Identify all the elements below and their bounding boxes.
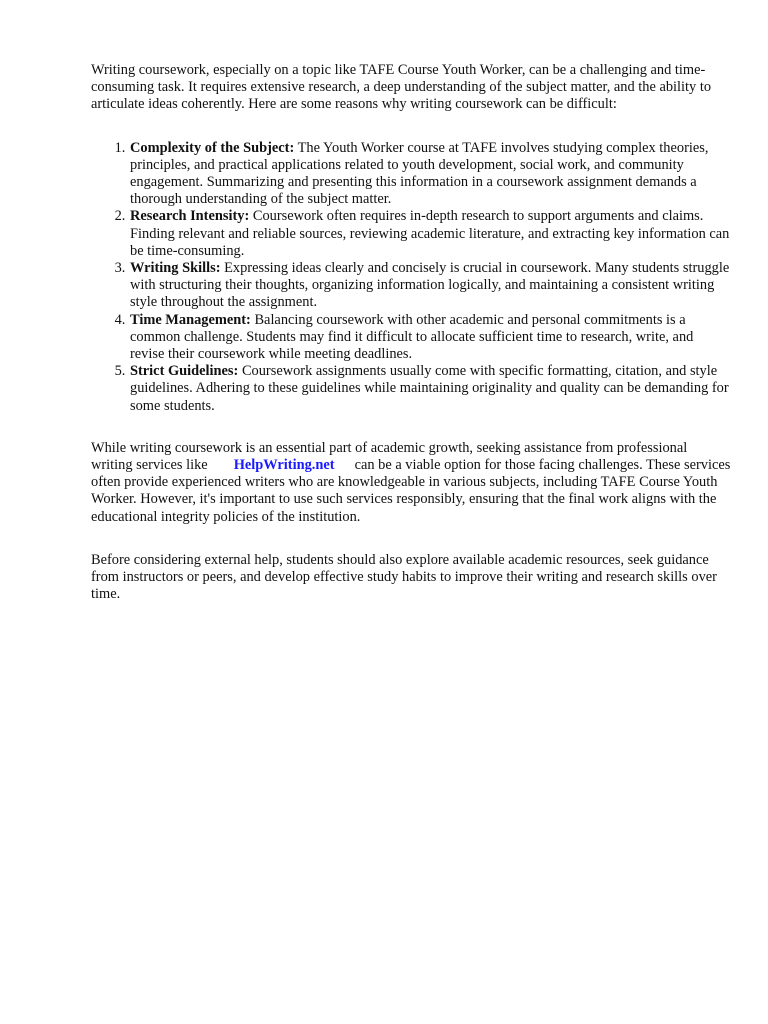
reason-title: Time Management: <box>130 311 251 328</box>
list-item <box>129 363 731 415</box>
help-text-after-link: can be a viable option for those facing challenges. These services often provide experienced writers who are knowledgeable in various subjects, including TAFE Course Youth Worker. However, it's important to use such services responsibly, ensuring that the final work aligns with the educational integrity policies of the institution. <box>91 457 731 525</box>
document-page <box>91 62 731 603</box>
help-text-before-link: While writing coursework is an essential part of academic growth, seeking assistance from professional writing services like <box>91 439 688 474</box>
reason-title: Research Intensity: <box>130 208 250 225</box>
reason-title: Strict Guidelines: <box>130 363 239 380</box>
intro-paragraph: Writing coursework, especially on a topic like TAFE Course Youth Worker, can be a challenging and time-consuming task. It requires extensive research, a deep understanding of the subject matter, and the ability to articulate ideas coherently. Here are some reasons why writing coursework can be difficult: <box>91 62 712 113</box>
help-paragraph <box>91 440 731 526</box>
helpwriting-link[interactable]: HelpWriting.net <box>233 457 335 474</box>
list-item <box>129 208 731 260</box>
reason-text: Expressing ideas clearly and concisely is crucial in coursework. Many students struggle with structuring their thoughts, organizing information logically, and maintaining a consistent writing style throughout the assignment. <box>130 260 730 311</box>
reasons-list <box>91 140 731 415</box>
reason-text: The Youth Worker course at TAFE involves studying complex theories, principles, and practical applications related to youth development, social work, and community engagement. Summarizing and presenting this information in a coursework assignment demands a thorough understanding of the subject matter. <box>130 139 709 208</box>
reason-text: Coursework often requires in-depth research to support arguments and claims. Finding relevant and reliable sources, reviewing academic literature, and extracting key information can be time-consuming. <box>130 208 730 259</box>
reason-title: Writing Skills: <box>130 260 221 277</box>
list-item <box>129 260 731 312</box>
reason-text: Coursework assignments usually come with specific formatting, citation, and style guidelines. Adhering to these guidelines while maintaining originality and quality can be demanding for some students. <box>130 363 729 414</box>
reason-title: Complexity of the Subject: <box>130 139 295 156</box>
reason-text: Balancing coursework with other academic and personal commitments is a common challenge. Students may find it difficult to allocate sufficient time to research, write, and revise their coursework while meeting deadlines. <box>130 311 694 363</box>
closing-paragraph: Before considering external help, students should also explore available academic resources, seek guidance from instructors or peers, and develop effective study habits to improve their writing and research skills over time. <box>91 551 717 603</box>
list-item <box>129 312 731 364</box>
list-item <box>129 140 731 209</box>
